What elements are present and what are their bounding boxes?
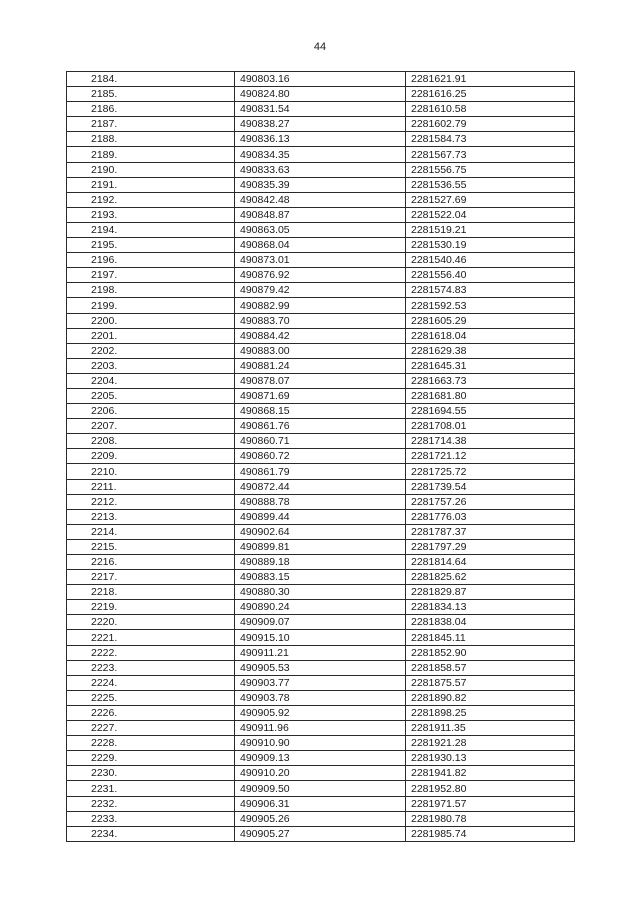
y-coordinate-cell: 2281952.80 (406, 781, 575, 796)
table-row (67, 313, 575, 328)
y-coordinate-cell: 2281556.40 (406, 268, 575, 283)
point-number-cell: 2220. (67, 615, 235, 630)
point-number-cell: 2184. (67, 72, 235, 87)
coordinates-table-body (67, 72, 575, 842)
x-coordinate-cell: 490905.26 (235, 811, 406, 826)
y-coordinate-cell: 2281898.25 (406, 705, 575, 720)
table-row (67, 177, 575, 192)
point-number-cell: 2198. (67, 283, 235, 298)
x-coordinate-cell: 490905.92 (235, 705, 406, 720)
y-coordinate-cell: 2281618.04 (406, 328, 575, 343)
y-coordinate-cell: 2281829.87 (406, 585, 575, 600)
point-number-cell: 2185. (67, 87, 235, 102)
table-row (67, 192, 575, 207)
point-number-cell: 2224. (67, 675, 235, 690)
x-coordinate-cell: 490876.92 (235, 268, 406, 283)
x-coordinate-cell: 490915.10 (235, 630, 406, 645)
point-number-cell: 2225. (67, 690, 235, 705)
table-row (67, 238, 575, 253)
y-coordinate-cell: 2281787.37 (406, 524, 575, 539)
table-row (67, 811, 575, 826)
table-row (67, 162, 575, 177)
table-row (67, 388, 575, 403)
x-coordinate-cell: 490911.21 (235, 645, 406, 660)
point-number-cell: 2200. (67, 313, 235, 328)
x-coordinate-cell: 490903.78 (235, 690, 406, 705)
y-coordinate-cell: 2281610.58 (406, 102, 575, 117)
y-coordinate-cell: 2281592.53 (406, 298, 575, 313)
point-number-cell: 2203. (67, 358, 235, 373)
y-coordinate-cell: 2281574.83 (406, 283, 575, 298)
x-coordinate-cell: 490803.16 (235, 72, 406, 87)
y-coordinate-cell: 2281540.46 (406, 253, 575, 268)
y-coordinate-cell: 2281930.13 (406, 751, 575, 766)
table-row (67, 449, 575, 464)
table-row (67, 373, 575, 388)
point-number-cell: 2186. (67, 102, 235, 117)
point-number-cell: 2222. (67, 645, 235, 660)
table-row (67, 826, 575, 841)
y-coordinate-cell: 2281858.57 (406, 660, 575, 675)
point-number-cell: 2187. (67, 117, 235, 132)
point-number-cell: 2209. (67, 449, 235, 464)
x-coordinate-cell: 490868.15 (235, 404, 406, 419)
x-coordinate-cell: 490883.00 (235, 343, 406, 358)
point-number-cell: 2205. (67, 388, 235, 403)
y-coordinate-cell: 2281584.73 (406, 132, 575, 147)
y-coordinate-cell: 2281536.55 (406, 177, 575, 192)
y-coordinate-cell: 2281852.90 (406, 645, 575, 660)
x-coordinate-cell: 490905.53 (235, 660, 406, 675)
point-number-cell: 2218. (67, 585, 235, 600)
point-number-cell: 2192. (67, 192, 235, 207)
table-row (67, 147, 575, 162)
table-row (67, 298, 575, 313)
table-row (67, 102, 575, 117)
x-coordinate-cell: 490899.81 (235, 539, 406, 554)
y-coordinate-cell: 2281522.04 (406, 207, 575, 222)
y-coordinate-cell: 2281530.19 (406, 238, 575, 253)
point-number-cell: 2213. (67, 509, 235, 524)
table-row (67, 222, 575, 237)
x-coordinate-cell: 490842.48 (235, 192, 406, 207)
table-row (67, 87, 575, 102)
y-coordinate-cell: 2281708.01 (406, 419, 575, 434)
x-coordinate-cell: 490883.15 (235, 570, 406, 585)
y-coordinate-cell: 2281757.26 (406, 494, 575, 509)
table-row (67, 721, 575, 736)
table-row (67, 509, 575, 524)
x-coordinate-cell: 490863.05 (235, 222, 406, 237)
x-coordinate-cell: 490878.07 (235, 373, 406, 388)
x-coordinate-cell: 490861.79 (235, 464, 406, 479)
point-number-cell: 2195. (67, 238, 235, 253)
table-row (67, 585, 575, 600)
point-number-cell: 2228. (67, 736, 235, 751)
x-coordinate-cell: 490860.72 (235, 449, 406, 464)
x-coordinate-cell: 490905.27 (235, 826, 406, 841)
x-coordinate-cell: 490872.44 (235, 479, 406, 494)
y-coordinate-cell: 2281838.04 (406, 615, 575, 630)
y-coordinate-cell: 2281645.31 (406, 358, 575, 373)
x-coordinate-cell: 490910.20 (235, 766, 406, 781)
x-coordinate-cell: 490883.70 (235, 313, 406, 328)
table-row (67, 630, 575, 645)
y-coordinate-cell: 2281681.80 (406, 388, 575, 403)
point-number-cell: 2193. (67, 207, 235, 222)
x-coordinate-cell: 490873.01 (235, 253, 406, 268)
table-row (67, 660, 575, 675)
table-row (67, 766, 575, 781)
x-coordinate-cell: 490881.24 (235, 358, 406, 373)
y-coordinate-cell: 2281714.38 (406, 434, 575, 449)
y-coordinate-cell: 2281567.73 (406, 147, 575, 162)
x-coordinate-cell: 490824.80 (235, 87, 406, 102)
y-coordinate-cell: 2281739.54 (406, 479, 575, 494)
x-coordinate-cell: 490871.69 (235, 388, 406, 403)
point-number-cell: 2194. (67, 222, 235, 237)
table-row (67, 645, 575, 660)
point-number-cell: 2190. (67, 162, 235, 177)
point-number-cell: 2204. (67, 373, 235, 388)
x-coordinate-cell: 490890.24 (235, 600, 406, 615)
x-coordinate-cell: 490911.96 (235, 721, 406, 736)
point-number-cell: 2197. (67, 268, 235, 283)
y-coordinate-cell: 2281980.78 (406, 811, 575, 826)
y-coordinate-cell: 2281941.82 (406, 766, 575, 781)
point-number-cell: 2208. (67, 434, 235, 449)
table-row (67, 539, 575, 554)
y-coordinate-cell: 2281694.55 (406, 404, 575, 419)
point-number-cell: 2226. (67, 705, 235, 720)
table-row (67, 358, 575, 373)
table-row (67, 690, 575, 705)
x-coordinate-cell: 490834.35 (235, 147, 406, 162)
table-row (67, 253, 575, 268)
point-number-cell: 2216. (67, 555, 235, 570)
point-number-cell: 2214. (67, 524, 235, 539)
point-number-cell: 2206. (67, 404, 235, 419)
point-number-cell: 2191. (67, 177, 235, 192)
table-row (67, 404, 575, 419)
point-number-cell: 2199. (67, 298, 235, 313)
point-number-cell: 2232. (67, 796, 235, 811)
y-coordinate-cell: 2281814.64 (406, 555, 575, 570)
y-coordinate-cell: 2281911.35 (406, 721, 575, 736)
table-row (67, 117, 575, 132)
point-number-cell: 2221. (67, 630, 235, 645)
point-number-cell: 2217. (67, 570, 235, 585)
x-coordinate-cell: 490833.63 (235, 162, 406, 177)
y-coordinate-cell: 2281725.72 (406, 464, 575, 479)
x-coordinate-cell: 490861.76 (235, 419, 406, 434)
table-row (67, 751, 575, 766)
point-number-cell: 2196. (67, 253, 235, 268)
y-coordinate-cell: 2281629.38 (406, 343, 575, 358)
y-coordinate-cell: 2281971.57 (406, 796, 575, 811)
x-coordinate-cell: 490880.30 (235, 585, 406, 600)
table-row (67, 343, 575, 358)
point-number-cell: 2201. (67, 328, 235, 343)
y-coordinate-cell: 2281776.03 (406, 509, 575, 524)
x-coordinate-cell: 490860.71 (235, 434, 406, 449)
table-row (67, 736, 575, 751)
point-number-cell: 2189. (67, 147, 235, 162)
table-row (67, 72, 575, 87)
x-coordinate-cell: 490882.99 (235, 298, 406, 313)
x-coordinate-cell: 490884.42 (235, 328, 406, 343)
point-number-cell: 2231. (67, 781, 235, 796)
y-coordinate-cell: 2281875.57 (406, 675, 575, 690)
x-coordinate-cell: 490909.07 (235, 615, 406, 630)
table-row (67, 524, 575, 539)
x-coordinate-cell: 490910.90 (235, 736, 406, 751)
table-row (67, 328, 575, 343)
y-coordinate-cell: 2281825.62 (406, 570, 575, 585)
y-coordinate-cell: 2281602.79 (406, 117, 575, 132)
point-number-cell: 2210. (67, 464, 235, 479)
x-coordinate-cell: 490835.39 (235, 177, 406, 192)
page-number: 44 (313, 41, 327, 53)
point-number-cell: 2188. (67, 132, 235, 147)
x-coordinate-cell: 490899.44 (235, 509, 406, 524)
point-number-cell: 2207. (67, 419, 235, 434)
table-row (67, 600, 575, 615)
table-row (67, 479, 575, 494)
table-row (67, 675, 575, 690)
y-coordinate-cell: 2281621.91 (406, 72, 575, 87)
table-row (67, 132, 575, 147)
point-number-cell: 2215. (67, 539, 235, 554)
point-number-cell: 2202. (67, 343, 235, 358)
y-coordinate-cell: 2281556.75 (406, 162, 575, 177)
table-row (67, 555, 575, 570)
point-number-cell: 2212. (67, 494, 235, 509)
table-row (67, 615, 575, 630)
x-coordinate-cell: 490903.77 (235, 675, 406, 690)
coordinates-table (66, 71, 575, 842)
table-row (67, 283, 575, 298)
x-coordinate-cell: 490836.13 (235, 132, 406, 147)
y-coordinate-cell: 2281519.21 (406, 222, 575, 237)
point-number-cell: 2227. (67, 721, 235, 736)
table-row (67, 464, 575, 479)
point-number-cell: 2223. (67, 660, 235, 675)
x-coordinate-cell: 490831.54 (235, 102, 406, 117)
x-coordinate-cell: 490888.78 (235, 494, 406, 509)
y-coordinate-cell: 2281890.82 (406, 690, 575, 705)
table-row (67, 796, 575, 811)
point-number-cell: 2211. (67, 479, 235, 494)
y-coordinate-cell: 2281834.13 (406, 600, 575, 615)
y-coordinate-cell: 2281921.28 (406, 736, 575, 751)
y-coordinate-cell: 2281797.29 (406, 539, 575, 554)
x-coordinate-cell: 490889.18 (235, 555, 406, 570)
x-coordinate-cell: 490879.42 (235, 283, 406, 298)
x-coordinate-cell: 490902.64 (235, 524, 406, 539)
table-row (67, 434, 575, 449)
y-coordinate-cell: 2281845.11 (406, 630, 575, 645)
y-coordinate-cell: 2281985.74 (406, 826, 575, 841)
table-row (67, 419, 575, 434)
point-number-cell: 2230. (67, 766, 235, 781)
point-number-cell: 2233. (67, 811, 235, 826)
table-row (67, 494, 575, 509)
x-coordinate-cell: 490909.50 (235, 781, 406, 796)
x-coordinate-cell: 490909.13 (235, 751, 406, 766)
x-coordinate-cell: 490838.27 (235, 117, 406, 132)
y-coordinate-cell: 2281605.29 (406, 313, 575, 328)
y-coordinate-cell: 2281663.73 (406, 373, 575, 388)
point-number-cell: 2219. (67, 600, 235, 615)
x-coordinate-cell: 490868.04 (235, 238, 406, 253)
table-row (67, 207, 575, 222)
y-coordinate-cell: 2281616.25 (406, 87, 575, 102)
point-number-cell: 2234. (67, 826, 235, 841)
table-row (67, 705, 575, 720)
table-row (67, 570, 575, 585)
x-coordinate-cell: 490848.87 (235, 207, 406, 222)
y-coordinate-cell: 2281527.69 (406, 192, 575, 207)
point-number-cell: 2229. (67, 751, 235, 766)
y-coordinate-cell: 2281721.12 (406, 449, 575, 464)
table-row (67, 268, 575, 283)
x-coordinate-cell: 490906.31 (235, 796, 406, 811)
table-row (67, 781, 575, 796)
